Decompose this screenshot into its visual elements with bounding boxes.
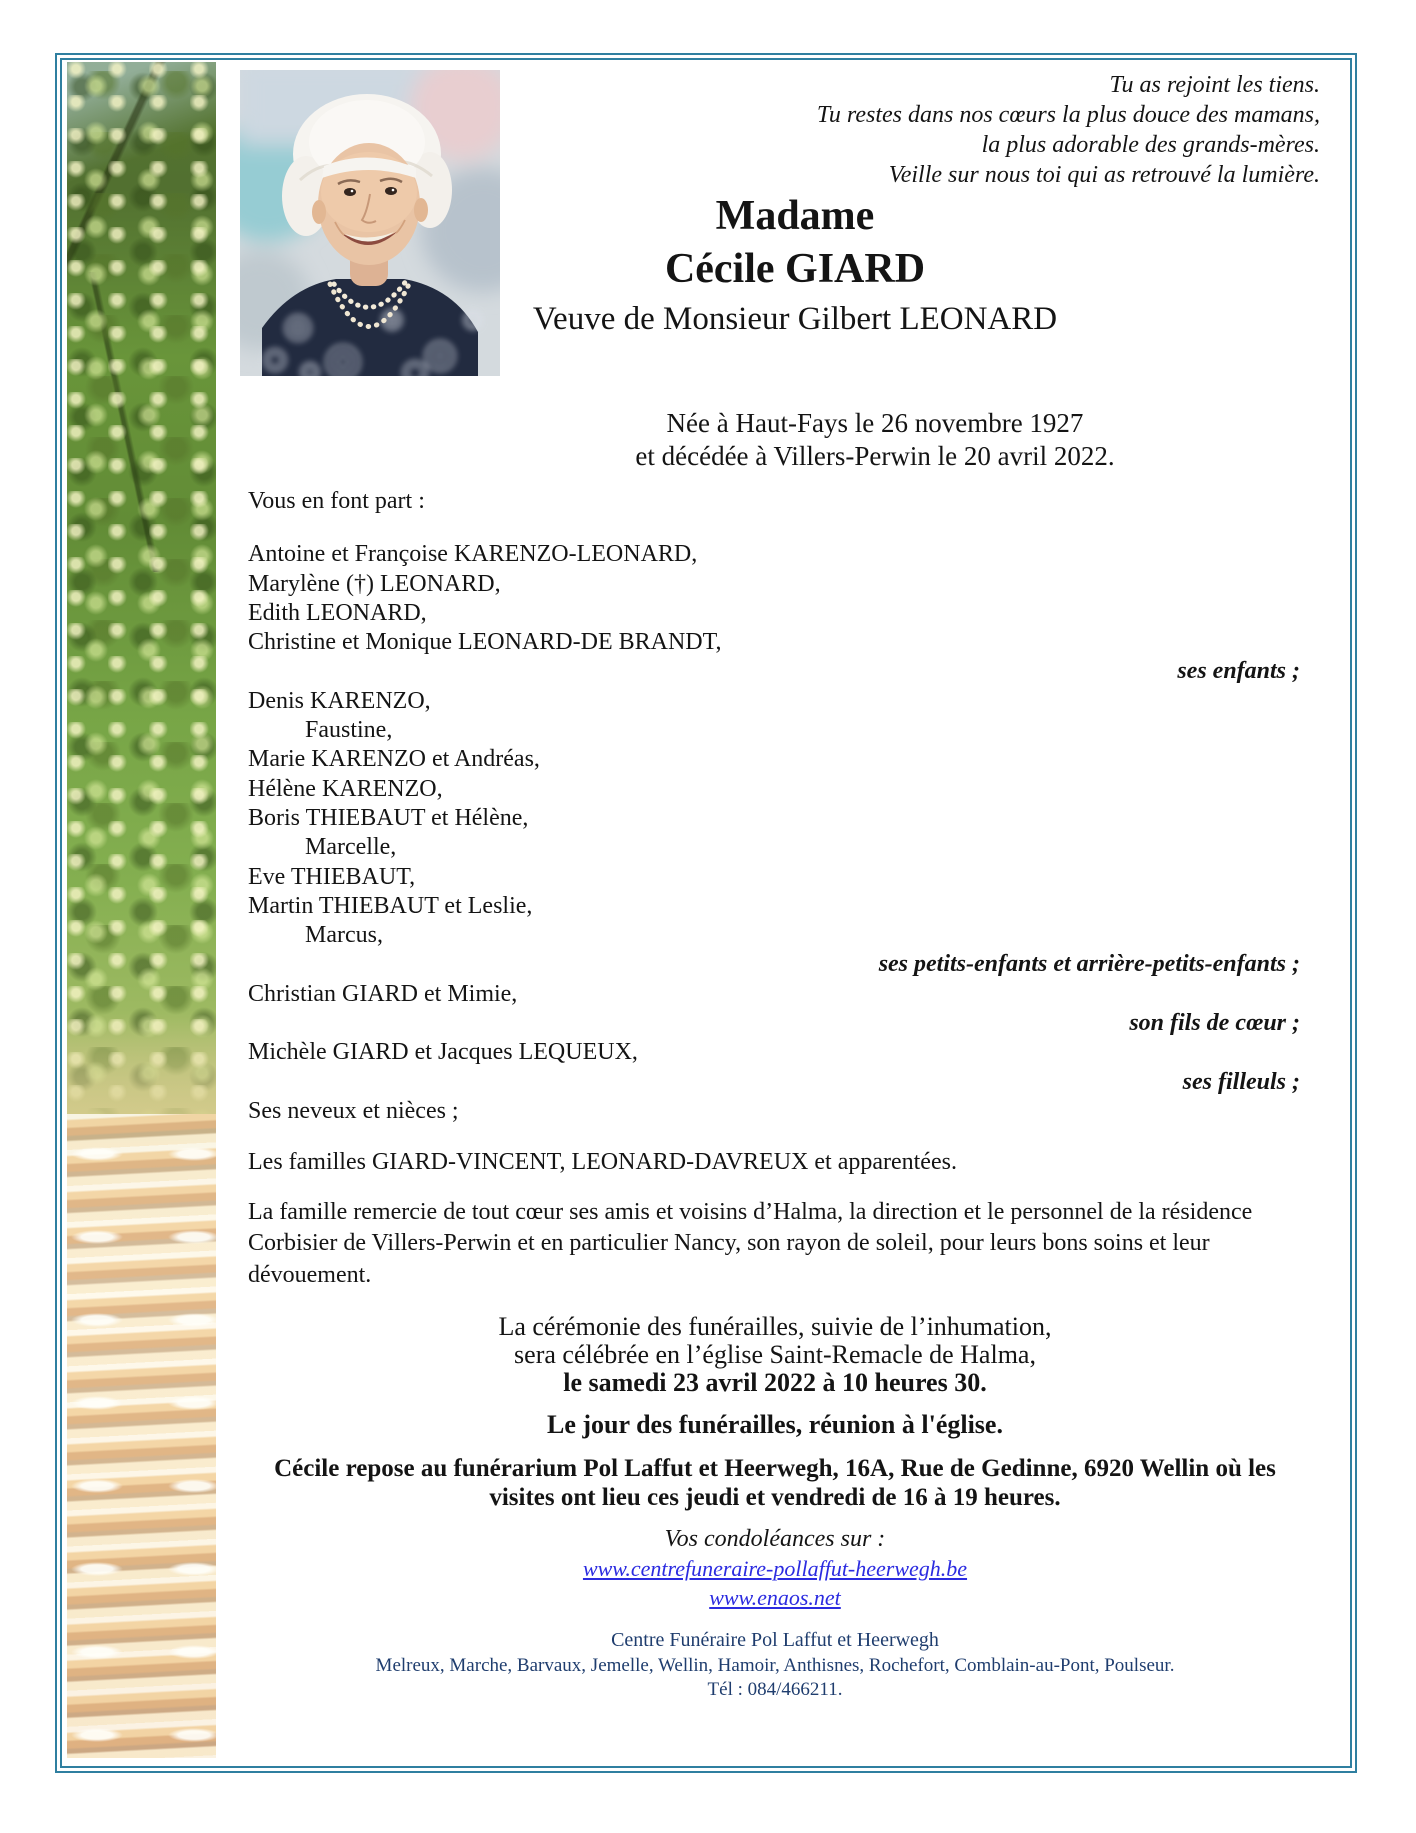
grandchild-name: Eve THIEBAUT, xyxy=(248,863,416,890)
repose-paragraph: Cécile repose au funérarium Pol Laffut et Heerwegh, 16A, Rue de Gedinne, 6920 Wellin où les visites ont lieu ces jeudi et vendredi de 16 à 19 heures. xyxy=(274,1455,1276,1511)
sunlit-path xyxy=(67,1114,216,1758)
condolences-section xyxy=(248,1524,1302,1613)
family-announcement xyxy=(248,487,1300,1292)
child-name: Antoine et Françoise KARENZO-LEONARD, xyxy=(248,541,698,568)
ceremony-line: La cérémonie des funérailles, suivie de l’inhumation, xyxy=(498,1312,1052,1341)
condolences-link-funeral-home[interactable]: www.centrefuneraire-pollaffut-heerwegh.be xyxy=(582,1556,968,1581)
grandchild-name: Denis KARENZO, xyxy=(248,687,431,714)
grandchild-name: Marcelle, xyxy=(305,834,397,861)
announcement-intro: Vous en font part : xyxy=(248,488,425,514)
dedication-quote xyxy=(420,70,1320,190)
child-name: Edith LEONARD, xyxy=(248,599,427,626)
grandchild-name: Marie KARENZO et Andréas, xyxy=(248,746,540,773)
forest-path-decorative-image xyxy=(67,62,216,1758)
grandchild-name: Martin THIEBAUT et Leslie, xyxy=(248,892,533,919)
quote-line: Veille sur nous toi qui as retrouvé la lumière. xyxy=(888,162,1320,188)
godchildren-names: Michèle GIARD et Jacques LEQUEUX, xyxy=(248,1039,638,1066)
thanks-paragraph: La famille remercie de tout cœur ses amis et voisins d’Halma, la direction et le personnel de la résidence Corbisier de Villers-Perwin et en particulier Nancy, son rayon de soleil, pour leurs bons soins et leur dévouement. xyxy=(248,1198,1253,1288)
condolences-link-enaos[interactable]: www.enaos.net xyxy=(709,1585,841,1611)
child-name: Marylène (†) LEONARD, xyxy=(248,570,501,597)
condolences-label: Vos condoléances sur : xyxy=(664,1526,886,1552)
funeral-home-phone: Tél : 084/466211. xyxy=(707,1679,843,1700)
quote-line: la plus adorable des grands-mères. xyxy=(981,132,1320,158)
ceremony-line: sera célébrée en l’église Saint-Remacle de Halma, xyxy=(514,1340,1036,1369)
funeral-home-name: Centre Funéraire Pol Laffut et Heerwegh xyxy=(611,1629,939,1651)
birth-line: Née à Haut-Fays le 26 novembre 1927 xyxy=(666,408,1084,438)
grandchild-name: Marcus, xyxy=(305,922,383,949)
quote-line: Tu restes dans nos cœurs la plus douce des mamans, xyxy=(816,102,1320,128)
families-line: Les familles GIARD-VINCENT, LEONARD-DAVREUX et apparentées. xyxy=(248,1149,957,1176)
title-madame: Madame xyxy=(715,193,875,239)
forest-foliage xyxy=(67,62,216,1114)
grandchild-name: Hélène KARENZO, xyxy=(248,775,443,802)
godchildren-label: ses filleuls ; xyxy=(1182,1068,1300,1095)
heart-son-label: son fils de cœur ; xyxy=(1129,1010,1300,1037)
grandchildren-label: ses petits-enfants et arrière-petits-enfants ; xyxy=(878,951,1300,978)
grandchild-name: Boris THIEBAUT et Hélène, xyxy=(248,804,529,831)
children-label: ses enfants ; xyxy=(1177,658,1300,685)
meeting-line: Le jour des funérailles, réunion à l'église. xyxy=(547,1410,1003,1439)
funeral-home-locations: Melreux, Marche, Barvaux, Jemelle, Wellin, Hamoir, Anthisnes, Rochefort, Comblain-au-Pont, Poulseur. xyxy=(375,1655,1175,1676)
heart-son-name: Christian GIARD et Mimie, xyxy=(248,980,518,1007)
deceased-header xyxy=(445,190,1145,343)
grandchild-name: Faustine, xyxy=(305,717,393,744)
deceased-name: Cécile GIARD xyxy=(664,246,926,292)
ceremony-date: le samedi 23 avril 2022 à 10 heures 30. xyxy=(563,1368,987,1397)
widow-subtitle: Veuve de Monsieur Gilbert LEONARD xyxy=(532,301,1058,337)
nephews-line: Ses neveux et nièces ; xyxy=(248,1097,459,1124)
ceremony-details xyxy=(248,1313,1302,1512)
birth-death-block xyxy=(405,407,1345,473)
funeral-home-footer xyxy=(248,1628,1302,1702)
death-line: et décédée à Villers-Perwin le 20 avril 2022. xyxy=(635,441,1115,471)
quote-line: Tu as rejoint les tiens. xyxy=(1109,72,1320,98)
child-name: Christine et Monique LEONARD-DE BRANDT, xyxy=(248,629,722,656)
spacer xyxy=(248,516,1300,540)
